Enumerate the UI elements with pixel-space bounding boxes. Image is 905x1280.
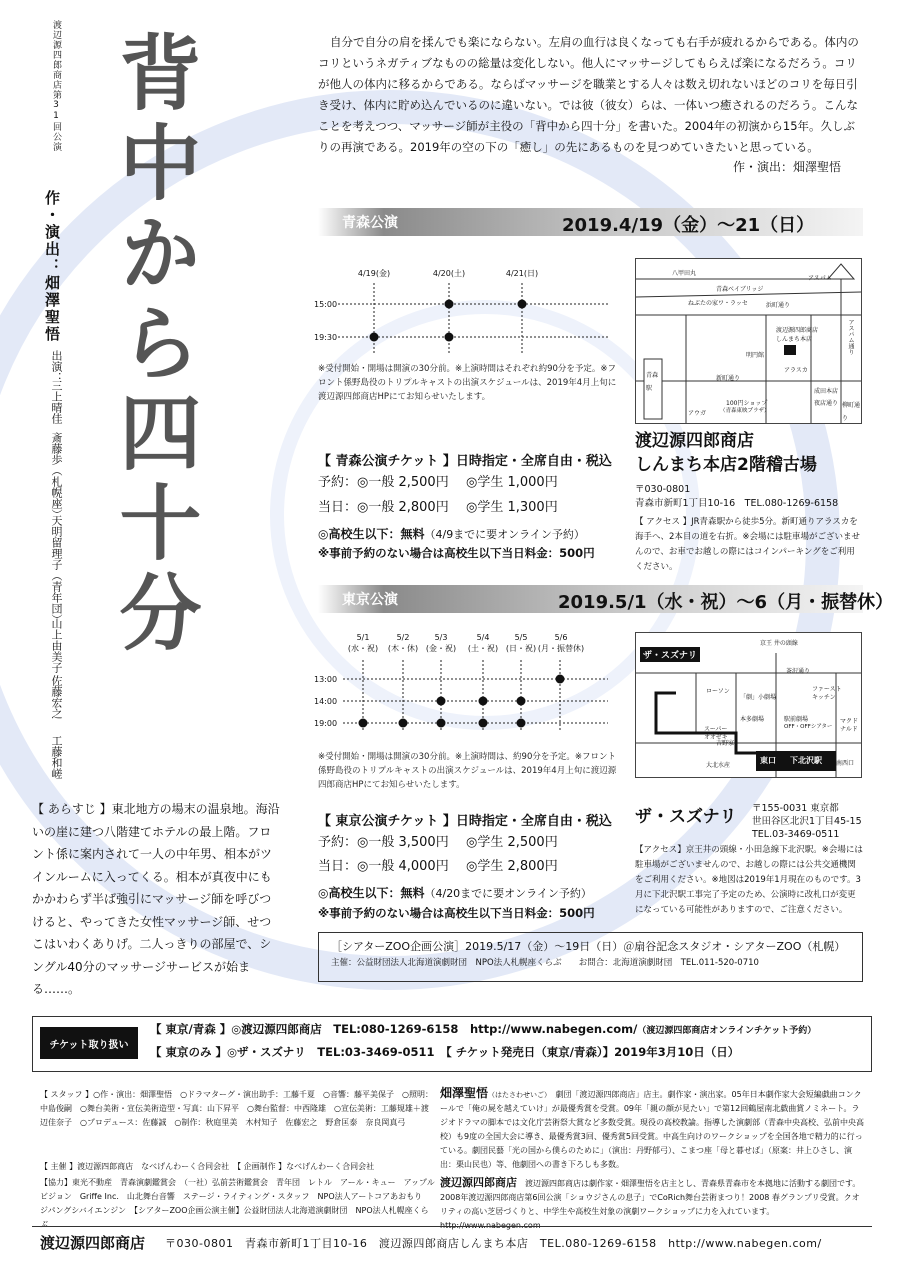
aomori-venue-name: 渡辺源四郎商店 [635,431,754,451]
cast-member: 山上由美子 [50,618,63,673]
map-label: ナルド [840,726,858,733]
company-name: 渡辺源四郎商店 [440,1176,517,1189]
performance-dot [359,719,368,728]
profile-text: 劇団「渡辺源四郎商店」店主。劇作家・演出家。05年日本劇作家大会短編戯曲コンクールで「俺の屍を越えていけ」が最優秀賞を受賞。09年「親の顔が見たい」で第12回鶴屋南北戯曲賞ノミネート。ラジオドラマの脚本では文化庁芸術祭大賞など多数受賞。現役の高校教論。指導した演劇部（青森中央高校、弘前中央高校）も9度の全国大会に導き、最優秀賞3回、優秀賞5回受賞。中高生向けのワークショップを全国各地で精力的に行っている。劇団民藝「光の国から僕らのために」（演出：丹野郁弓）、こまつ座「母と暮せば」（原案：井上ひさし、演出：栗山民也）等、他劇団への書き下ろしも多数。 [440,1090,864,1169]
nabegen-url-link[interactable]: http://www.nabegen.com/ [469,1022,638,1036]
performance-dot [445,333,454,342]
map-label: 京王 井の頭線 [760,640,798,647]
map-label: 駅前劇場 [784,716,809,723]
tokyo-day: 5/6 (月・振替休) [537,633,585,653]
highschool-note: （4/20までに要オンライン予約） [424,887,592,900]
aomori-note: ※受付開始・開場は開演の30分前。※上演時間はそれぞれ約90分を予定。※フロント係野島役のトリプルキャストの出演スケジュールは、2019年4月上旬に渡辺源四郎商店HPにてお知らせいたします。 [318,364,617,402]
tickets-line2 [150,1044,739,1060]
tokyo-price-door [318,856,618,878]
price-student: ◎学生 1,000円 [466,475,558,490]
price-student: ◎学生 2,500円 [466,835,558,850]
price-student: ◎学生 2,800円 [466,859,558,874]
map-label: 新町通り [716,375,741,382]
map-label: 「劇」小劇場 [740,694,777,701]
profile-kana: （はたさわせいご） [488,1091,548,1099]
author-profile [440,1086,865,1172]
aomori-time: 15:00 [314,300,338,309]
map-label: アスパム通り [847,319,854,355]
aomori-day: 4/20(土) [432,269,466,278]
performance-dot [479,697,488,706]
map-label: 渡辺源四郎商店 [776,327,819,334]
price-general: ◎一般 4,000円 [357,859,449,874]
tokyo-day: 5/5 (日・祝) [505,633,537,653]
tokyo-ticket-title: 【 東京公演チケット 】日時指定・全席自由・税込 [318,814,612,829]
tokyo-time: 19:00 [314,719,338,728]
tokyo-time: 14:00 [314,697,338,706]
tokyo-price-advance [318,832,618,854]
tokyo-day: 5/3 (金・祝) [425,633,457,653]
highschool-free: ◎高校生以下：無料 [318,527,425,541]
intro-signature: 作・演出：畑澤聖悟 [733,160,842,174]
map-label: 八甲田丸 [672,270,697,277]
map-label: 下北沢駅 [790,756,822,765]
highschool-note: （4/9までに要オンライン予約） [424,528,585,541]
map-label: （青森東映プラザ） [720,408,770,414]
aomori-price-door [318,497,618,519]
map-label: アラスカ [784,367,808,374]
tokyo-map [635,632,862,778]
map-label: ローソン [706,688,730,695]
map-label: しんまち本店 [776,336,813,343]
map-label: アスパム [808,275,832,282]
tickets-label: チケット取り扱い [40,1027,138,1059]
tokyo-highschool-door: ※事前予約のない場合は高校生以下当日料金：500円 [318,906,595,920]
map-label: OFF・OFFシアター [784,724,833,730]
map-label: キッチン [812,694,836,701]
tokyo-highschool [318,884,592,901]
tokyo-access: 【アクセス】京王井の頭線・小田急線下北沢駅。※会場には駐車場がございませんので、お越しの際には公共交通機関をご利用ください。※地図は2019年1月現在のものです。3月に下北沢駅工事完了予定のため、公演時に改札口が変更になっている可能性がありますので、ご注意ください。 [635,845,863,915]
map-label: 大北水産 [706,762,731,769]
map-label: 茶沢通り [786,668,811,675]
map-label: スーパー [704,726,728,733]
aomori-highschool [318,525,585,542]
ticket-online-note: （渡辺源四郎商店オンラインチケット予約） [637,1026,817,1036]
sapporo-box [318,932,863,982]
price-student: ◎学生 1,300円 [466,500,558,515]
tokyo-schedule-chart [318,655,618,735]
price-label: 当日： [318,859,358,874]
cast-member: 斎藤歩（札幌座） [50,432,63,520]
ticket-outlet-suzunari: 【 東京のみ 】◎ザ・スズナリ TEL:03-3469-0511 [150,1045,435,1059]
intro-text: 自分で自分の肩を揉んでも楽にならない。左肩の血行は良くなっても右手が疲れるからである。体内のコリというネガティブなものの総量は変化しない。他人にマッサージしてもらえば楽になるだろう。コリが他人の体内に移るからである。ならばマッサージを職業とする人々は数え切れないほどのコリを毎日引き受け、体内に貯め込んでいるのに違いない。では彼（彼女）らは、一体いつ癒されるのだろう。こんなことを考えつつ、マッサージ師が主役の「背中から四十分」を書いた。2004年の初演から15年。久しぶりの再演である。2019年の空の下の「癒し」の先にあるものを見つめていきたいと思っている。 [318,35,859,154]
map-label: 夜店通り [814,400,839,407]
footer-company-name: 渡辺源四郎商店 [40,1234,146,1252]
tokyo-address: 世田谷区北沢1丁目45-15 [752,816,862,827]
aomori-access: 【 アクセス 】JR青森駅から徒歩5分。新町通りアラスカを海手へ、2本目の道を右折。※会場には駐車場がございませんので、お車でお越しの際にはコインパーキングをご利用ください。 [635,517,861,572]
tokyo-day: 5/1 (水・祝) [347,633,379,653]
tokyo-day: 5/2 (木・休) [387,633,419,653]
tokyo-label: 東京公演 [342,592,398,608]
tokyo-day: 5/4 (土・祝) [467,633,499,653]
company-profile [440,1176,865,1233]
map-label: 100円ショップ [726,400,768,407]
tokyo-venue-name: ザ・スズナリ [635,807,737,827]
aspam-marker [828,264,854,279]
tokyo-zip: 〒155-0031 東京都 [752,803,839,814]
cast-member: 三上晴佳 [50,380,63,424]
map-label: 青森ベイブリッジ [716,286,764,293]
map-label: 浜町通り [766,302,791,309]
highschool-free: ◎高校生以下：無料 [318,886,425,900]
tokyo-schedule-grid [343,660,608,730]
company-text: 渡辺源四郎商店は劇作家・畑澤聖悟を店主とし、青森県青森市を本拠地に活動する劇団です。2008年渡辺源四郎商店第6回公演「ショウジさんの息子」でCoRich舞台芸術まつり！2008 春グランプリ受賞。クオリティの高い芝居づくりと、中学生や高校生対象の演劇ワークショップに力を入れています。 http://www.nabegen.com [440,1179,861,1230]
map-sign: ザ・スズナリ [640,647,700,662]
tokyo-date: 2019.5/1（水・祝）～6（月・振替休） [558,592,894,613]
map-label: 成田本店 [814,388,839,395]
aomori-day: 4/19(金) [357,269,391,278]
aomori-label: 青森公演 [342,215,398,231]
cast-member: 工藤和嵯 [50,735,63,779]
synopsis: 【 あらすじ 】東北地方の場末の温泉地。海沿いの崖に建つ八階建てホテルの最上階。フロント係に案内されて一人の中年男、相本がツインルームに入ってくる。相本が真夜中にもかかわらず半ば強引にマッサージ師を呼びつけると、やってきた女性マッサージ師、せつこはいわくありげ。二人っきりの部屋で、シングル40分のマッサージサービスが始まる……。 [32,802,280,996]
map-label: 本多劇場 [740,716,765,723]
ticket-outlet-nabegen: 【 東京/青森 】◎渡辺源四郎商店 TEL:080-1269-6158 [150,1022,459,1036]
footer-contact: 〒030-0801 青森市新町1丁目10-16 渡辺源四郎商店しんまち本店 TEL.080-1269-6158 http://www.nabegen.com/ [165,1237,822,1250]
tel-text: TEL.080-1269-6158 [744,498,839,509]
map-label: 柳町通り [842,402,861,422]
staff-credits: 【 スタッフ 】○作・演出：畑澤聖悟 ○ドラマターグ・演出助手：工藤千夏 ○音響：藤平美保子 ○照明：中島俊嗣 ○舞台美術・宣伝美術造型・写真：山下昇平 ○舞台監督：中西隆雄 ○宣伝美術：工藤規雄＋渡辺佳奈子 ○プロデュース：佐藤誠 ○制作：秋庭里美 木村知子 佐藤宏之 野倉匡泰 奈良岡真弓 [40,1090,434,1127]
price-label: 予約： [318,475,358,490]
map-label: アウガ [688,410,707,417]
cast-member: 天明留理子（青年団） [50,515,63,625]
price-general: ◎一般 2,500円 [357,475,449,490]
venue-marker [784,345,796,355]
sapporo-line1: ［シアターZOO企画公演］2019.5/17（金）～19日（日）＠扇谷記念スタジオ・シアターZOO（札幌） [331,940,846,953]
aomori-time: 19:30 [314,333,338,342]
aomori-date: 2019.4/19（金）～21（日） [562,215,815,236]
map-label: 青森駅 [646,372,659,392]
map-label: 明円館 [746,352,765,359]
tokyo-tel: TEL.03-3469-0511 [752,829,840,840]
series-label: 渡辺源四郎商店第31回公演 [51,20,61,152]
price-label: 当日： [318,500,358,515]
footer-rule [32,1226,872,1227]
performance-dot [517,719,526,728]
aomori-map [635,258,862,424]
map-label: オオゼキ [704,734,728,741]
performance-dot [370,333,379,342]
map-label: 吉野家 [716,740,735,747]
tickets-line1 [150,1021,816,1037]
price-general: ◎一般 2,800円 [357,500,449,515]
performance-dot [437,697,446,706]
aomori-ticket-title: 【 青森公演チケット 】日時指定・全席自由・税込 [318,454,612,469]
performance-dot [517,697,526,706]
aomori-price-advance [318,472,618,494]
aomori-day: 4/21(日) [505,269,539,278]
performance-dot [556,675,565,684]
organizer-credits: 【 主催 】渡辺源四郎商店 なべげんわーく合同会社 【 企画制作 】なべげんわーく合同会社 [40,1162,375,1171]
price-general: ◎一般 3,500円 [357,835,449,850]
performance-dot [479,719,488,728]
author-credit: 作・演出：畑澤聖悟 [43,190,61,343]
map-label: 東口 [760,756,776,765]
sapporo-contact: お問合：北海道演劇財団 TEL.011-520-0710 [578,958,759,968]
performance-dot [437,719,446,728]
cast-label: 出演： [50,350,63,383]
performance-dot [518,300,527,309]
tokyo-time: 13:00 [314,675,338,684]
sapporo-organizer: 主催：公益財団法人北海道演劇財団 NPO法人札幌座くらぶ [331,958,562,968]
cooperation-credits: 【協力】東光不動産 青森演劇鑑賞会 （一社）弘前芸術鑑賞会 青年団 レトル アール・キュー アップルビジョン Griffe Inc. 山北舞台音響 ステージ・ライティング・スタッフ NPO法人アートコアあおもり ジパングシバイエンジン 【シアターZOO企画公演主催】公益財団法人北海道演劇財団 NPO法人札幌座くらぶ [40,1178,435,1229]
aomori-address [635,497,865,511]
profile-name: 畑澤聖悟 [440,1086,489,1100]
performance-dot [445,300,454,309]
performance-dot [399,719,408,728]
aomori-venue-room: しんまち本店2階稽古場 [635,455,817,475]
aomori-zip: 〒030-0801 [635,484,691,495]
map-label: 南西口 [836,760,855,767]
tokyo-note: ※受付開始・開場は開演の30分前。※上演時間は、約90分を予定。※フロント係野島役のトリプルキャストの出演スケジュールは、2019年4月上旬に渡辺源四郎商店HPにてお知らせいたします。 [318,752,617,790]
play-title: 背中から四十分 [106,30,201,660]
ticket-release-date: 【 チケット発売日（東京/青森）】2019年3月10日（日） [446,1045,740,1059]
address-text: 青森市新町1丁目10-16 [635,498,736,509]
map-label: ファースト [812,686,842,693]
map-label: ねぶたの家ワ・ラッセ [688,300,748,307]
cast-member: 佐藤宏之 [50,675,63,719]
map-label: マクド [840,718,859,725]
aomori-schedule-grid [338,283,608,353]
price-label: 予約： [318,835,358,850]
aomori-highschool-door: ※事前予約のない場合は高校生以下当日料金：500円 [318,546,595,560]
